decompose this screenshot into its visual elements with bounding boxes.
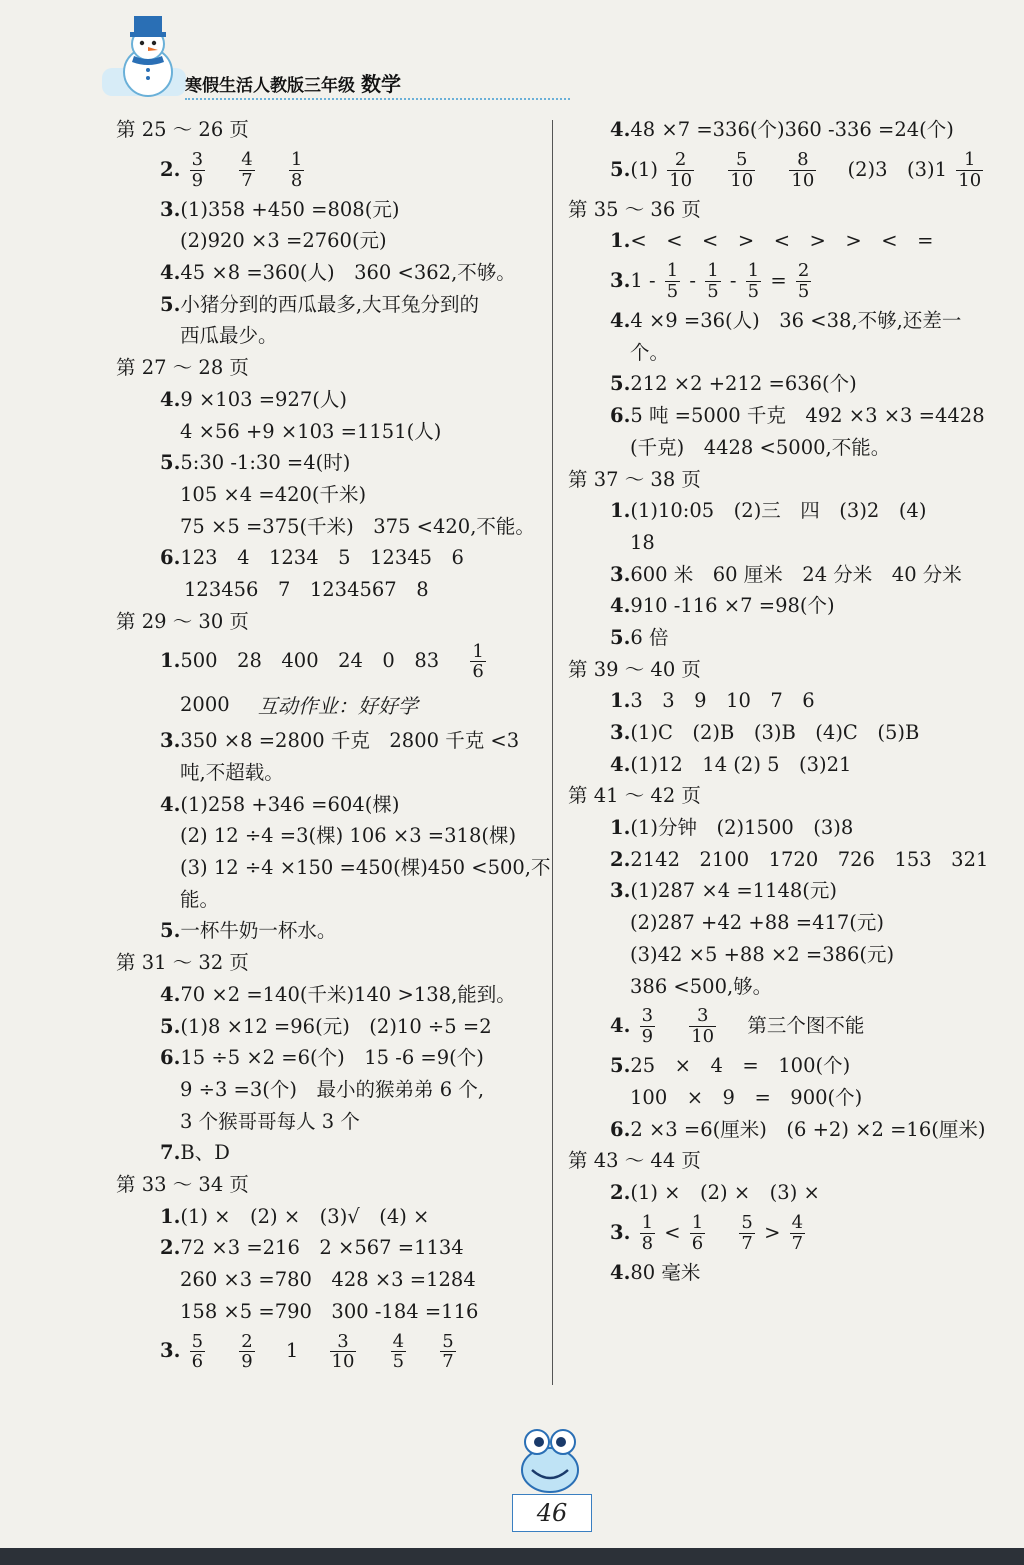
answer-line: [568, 1257, 1008, 1289]
answer-text: 第三个图不能: [747, 1014, 865, 1038]
question-number: 4.: [610, 118, 631, 141]
fraction: [470, 642, 485, 683]
answer-line: [568, 812, 1008, 844]
answer-text: (1)分钟 (2)1500 (3)8: [630, 816, 854, 840]
denominator: 7: [241, 169, 253, 191]
section-heading: 第 29 ～ 30 页: [116, 609, 249, 633]
answer-line: 123456 7 1234567 8: [184, 577, 429, 601]
answer-text: (1)12 14 (2) 5 (3)21: [630, 752, 852, 776]
answer-text: (1): [630, 157, 658, 181]
question-number: 5.: [610, 625, 631, 649]
answer-text: 80 毫米: [630, 1260, 701, 1284]
denominator: 5: [392, 1351, 405, 1373]
numerator: 5: [741, 1211, 753, 1233]
numerator: 4: [791, 1211, 804, 1233]
question-number: 3.: [610, 879, 631, 903]
answer-line: [568, 225, 1008, 257]
section-heading: 第 37 ～ 38 页: [568, 467, 701, 491]
answer-text: 1: [285, 1339, 299, 1363]
denominator: 10: [691, 1026, 715, 1048]
numerator: 3: [689, 1006, 716, 1027]
answer-line: [568, 1002, 1008, 1050]
answer-text: 500 28 400 24 0 83: [180, 649, 440, 673]
answer-line: 18: [630, 530, 655, 554]
answer-line: [116, 1137, 546, 1169]
answer-line: (2)920 ×3 =2760(元): [180, 229, 387, 253]
right-column: [568, 114, 1008, 1288]
fraction: [746, 261, 761, 302]
answer-line: 105 ×4 =420(千米): [180, 482, 367, 506]
answer-text: (1)10:05 (2)三 四 (3)2 (4): [630, 499, 927, 523]
question-number: 5.: [160, 292, 181, 316]
answer-line: [568, 685, 1008, 717]
answer-line: [116, 257, 546, 289]
handwritten-note: 互动作业：好好学: [257, 693, 418, 718]
question-number: 5.: [610, 1054, 631, 1078]
denominator: 6: [691, 1232, 704, 1254]
question-number: 4.: [610, 309, 631, 333]
answer-text: 910 -116 ×7 =98(个): [630, 594, 835, 618]
question-number: 3.: [610, 1220, 631, 1244]
numerator: 1: [666, 260, 679, 282]
question-number: 1.: [610, 499, 631, 523]
question-number: 3.: [610, 721, 631, 744]
answer-line: 158 ×5 =790 300 -184 =116: [180, 1299, 479, 1323]
denominator: 10: [669, 169, 693, 191]
answer-line: [568, 146, 1008, 194]
denominator: 5: [707, 281, 719, 303]
denominator: 6: [472, 661, 484, 683]
fraction: [665, 261, 680, 302]
question-number: 5.: [160, 1014, 181, 1038]
fraction: [190, 1332, 205, 1373]
frog-mascot-icon: [510, 1418, 590, 1498]
answer-text: 6 倍: [630, 625, 669, 649]
answer-text: (2)3 (3)1: [847, 157, 948, 181]
answer-line: [568, 368, 1008, 400]
numerator: 1: [707, 260, 719, 282]
fraction: [790, 1213, 805, 1254]
answer-line: 3 个猴哥哥每人 3 个: [180, 1109, 360, 1133]
answer-text: 48 ×7 =336(个)360 -336 =24(个): [630, 118, 954, 141]
question-number: 3.: [610, 562, 631, 586]
answer-text: 9 ×103 =927(人): [180, 387, 347, 411]
denominator: 6: [191, 1351, 204, 1373]
answer-line: [116, 1201, 546, 1233]
answer-line: [568, 1209, 1008, 1257]
fraction: [640, 1213, 655, 1254]
numerator: 2: [797, 260, 810, 282]
fraction: [391, 1332, 406, 1373]
numerator: 3: [641, 1005, 654, 1027]
question-number: 4.: [160, 261, 181, 285]
answer-line: 4 ×56 +9 ×103 =1151(人): [180, 419, 442, 443]
answer-line: [116, 447, 546, 479]
fraction: [739, 1213, 754, 1254]
answer-line: 西瓜最少。: [180, 324, 278, 348]
answer-line: [116, 146, 546, 194]
fraction: [690, 1213, 705, 1254]
fraction: [640, 1006, 655, 1047]
question-number: 3.: [160, 197, 181, 221]
answer-line: 9 ÷3 =3(个) 最小的猴弟弟 6 个,: [180, 1077, 485, 1101]
section-heading: 第 33 ～ 34 页: [116, 1172, 249, 1196]
answer-text: 2142 2100 1720 726 153 321: [630, 847, 989, 871]
section-heading: 第 35 ～ 36 页: [568, 197, 701, 221]
answer-line: [568, 559, 1008, 591]
answer-text: 70 ×2 =140(千米)140 >138,能到。: [180, 982, 516, 1006]
numerator: 1: [747, 260, 760, 282]
numerator: 5: [442, 1330, 454, 1352]
answer-text: >: [764, 1220, 781, 1244]
numerator: 1: [956, 150, 983, 171]
answer-line: [116, 789, 546, 821]
question-number: 3.: [610, 269, 631, 293]
question-number: 4.: [610, 594, 631, 618]
question-number: 2.: [610, 847, 631, 871]
answer-line: [568, 844, 1008, 876]
question-number: 6.: [160, 546, 181, 570]
subject-label: 数学: [361, 72, 401, 96]
answer-text: 一杯牛奶一杯水。: [180, 919, 337, 943]
bottom-band: [0, 1548, 1024, 1565]
question-number: 4.: [160, 792, 181, 816]
numerator: 3: [191, 148, 204, 170]
answer-text: 45 ×8 =360(人) 360 <362,不够。: [180, 261, 516, 285]
answer-line: (3) 12 ÷4 ×150 =450(棵)450 <500,不: [180, 856, 551, 880]
answer-line: [568, 1177, 1008, 1209]
answer-text: (1)8 ×12 =96(元) (2)10 ÷5 =2: [180, 1014, 492, 1038]
question-number: 7.: [160, 1141, 181, 1165]
answer-text: 4 ×9 =36(人) 36 <38,不够,还差一: [630, 309, 962, 333]
fraction: [956, 150, 983, 191]
answer-text: 123 4 1234 5 12345 6: [180, 546, 464, 570]
question-number: 6.: [610, 1117, 631, 1141]
answer-line: [116, 725, 546, 757]
denominator: 10: [331, 1351, 355, 1373]
fraction: [190, 150, 205, 191]
question-number: 2.: [610, 1180, 631, 1204]
question-number: 2.: [160, 1236, 181, 1260]
denominator: 8: [641, 1232, 654, 1254]
numerator: 2: [667, 150, 694, 171]
question-number: 4.: [610, 752, 631, 776]
answer-line: (千克) 4428 <5000,不能。: [630, 435, 891, 459]
question-number: 1.: [610, 816, 631, 840]
answer-line: [568, 1114, 1008, 1146]
fraction: [440, 1332, 455, 1373]
answer-line: [116, 1042, 546, 1074]
question-number: 5.: [160, 919, 181, 943]
answer-line: [116, 685, 546, 725]
numerator: 4: [241, 148, 253, 170]
question-number: 3.: [160, 1339, 181, 1363]
answer-text: 600 米 60 厘米 24 分米 40 分米: [630, 562, 962, 586]
answer-text: 350 ×8 =2800 千克 2800 千克 <3: [180, 729, 520, 753]
numerator: 1: [691, 1211, 704, 1233]
answer-line: [116, 194, 546, 226]
answer-line: [116, 637, 546, 685]
answer-line: [568, 875, 1008, 907]
answer-text: (1)358 +450 =808(元): [180, 197, 400, 221]
fraction: [789, 150, 816, 191]
answer-line: [568, 257, 1008, 305]
answer-text: 1 -: [630, 269, 656, 293]
question-number: 5.: [610, 372, 631, 396]
answer-text: (1)258 +346 =604(棵): [180, 792, 400, 816]
question-number: 4.: [160, 387, 181, 411]
question-number: 1.: [610, 689, 631, 713]
answer-line: [568, 114, 1008, 146]
answer-line: [568, 717, 1008, 749]
answer-text: B、D: [180, 1141, 230, 1165]
answer-text: <: [664, 1220, 681, 1244]
answer-text: 25 × 4 = 100(个): [630, 1054, 851, 1078]
answer-text: (1) × (2) × (3) ×: [630, 1180, 820, 1204]
answer-text: 15 ÷5 ×2 =6(个) 15 -6 =9(个): [180, 1046, 484, 1070]
answer-line: (3)42 ×5 +88 ×2 =386(元): [630, 942, 895, 966]
numerator: 5: [728, 150, 755, 171]
answer-text: -: [689, 269, 697, 293]
answer-text: 5:30 -1:30 =4(时): [180, 451, 351, 475]
question-number: 1.: [160, 649, 181, 673]
answer-line: 75 ×5 =375(千米) 375 <420,不能。: [180, 514, 535, 538]
answer-line: 386 <500,够。: [630, 974, 773, 998]
answer-line: [568, 1050, 1008, 1082]
answer-text: 212 ×2 +212 =636(个): [630, 372, 857, 396]
answer-line: 100 × 9 = 900(个): [630, 1085, 863, 1109]
denominator: 5: [666, 281, 679, 303]
fraction: [289, 150, 304, 191]
question-number: 4.: [610, 1014, 631, 1038]
denominator: 5: [797, 281, 810, 303]
left-column: [116, 114, 551, 1375]
denominator: 10: [958, 169, 982, 191]
numerator: 5: [191, 1330, 204, 1352]
numerator: 8: [789, 150, 816, 171]
numerator: 4: [392, 1330, 405, 1352]
fraction: [728, 150, 755, 191]
answer-line: [568, 495, 1008, 527]
fraction: [239, 1332, 254, 1373]
page-header: [100, 10, 480, 100]
answer-text: (1) × (2) × (3)√ (4) ×: [180, 1204, 430, 1228]
answer-line: [116, 979, 546, 1011]
answer-line: [116, 915, 546, 947]
fraction: [689, 1006, 716, 1047]
fraction: [705, 261, 720, 302]
question-number: 5.: [610, 157, 631, 181]
numerator: 3: [330, 1332, 357, 1353]
book-title: [185, 68, 401, 97]
header-divider: [185, 98, 570, 100]
numerator: 1: [472, 640, 484, 662]
question-number: 1.: [160, 1204, 181, 1228]
question-number: 4.: [610, 1260, 631, 1284]
fraction: [239, 150, 254, 191]
fraction: [667, 150, 694, 191]
denominator: 9: [241, 1351, 253, 1373]
answer-text: < < < > < > > < =: [630, 229, 934, 253]
answer-text: 3 3 9 10 7 6: [630, 689, 815, 713]
answer-line: (2) 12 ÷4 =3(棵) 106 ×3 =318(棵): [180, 824, 517, 848]
section-heading: 第 39 ～ 40 页: [568, 657, 701, 681]
question-number: 6.: [160, 1046, 181, 1070]
numerator: 1: [641, 1211, 654, 1233]
section-heading: 第 27 ～ 28 页: [116, 356, 249, 380]
denominator: 7: [442, 1351, 454, 1373]
answer-line: 吨,不超载。: [180, 761, 284, 784]
denominator: 7: [791, 1232, 804, 1254]
answer-line: [568, 590, 1008, 622]
section-heading: 第 43 ～ 44 页: [568, 1149, 701, 1173]
answer-text: 72 ×3 =216 2 ×567 =1134: [180, 1236, 464, 1260]
answer-line: [116, 384, 546, 416]
snowman-icon: [100, 10, 190, 98]
question-number: 3.: [160, 729, 181, 753]
page-number: 46: [512, 1494, 592, 1532]
answer-line: (2)287 +42 +88 =417(元): [630, 911, 885, 935]
answer-text: 5 吨 =5000 千克 492 ×3 ×3 =4428: [630, 404, 985, 428]
answer-line: [116, 289, 546, 321]
answer-line: [116, 1011, 546, 1043]
answer-line: [568, 749, 1008, 781]
answer-line: [116, 542, 546, 574]
answer-line: [116, 1232, 546, 1264]
book-title-text: 寒假生活人教版三年级: [185, 76, 355, 96]
numerator: 1: [290, 148, 303, 170]
answer-line: 260 ×3 =780 428 ×3 =1284: [180, 1268, 476, 1291]
denominator: 9: [641, 1026, 654, 1048]
answer-line: [568, 622, 1008, 654]
denominator: 7: [741, 1232, 753, 1254]
answer-line: 能。: [180, 887, 220, 911]
question-number: 5.: [160, 451, 181, 475]
question-number: 1.: [610, 229, 631, 253]
answer-line: 个。: [630, 340, 670, 364]
answer-text: 2 ×3 =6(厘米) (6 +2) ×2 =16(厘米): [630, 1117, 986, 1141]
section-heading: 第 25 ～ 26 页: [116, 118, 249, 141]
denominator: 5: [747, 281, 760, 303]
answer-line: [568, 400, 1008, 432]
denominator: 8: [290, 169, 303, 191]
question-number: 4.: [160, 982, 181, 1006]
answer-text: (1)287 ×4 =1148(元): [630, 879, 838, 903]
numerator: 2: [241, 1330, 253, 1352]
answer-text: =: [770, 269, 787, 293]
question-number: 6.: [610, 404, 631, 428]
answer-line: [568, 305, 1008, 337]
answer-text: -: [729, 269, 737, 293]
denominator: 10: [791, 169, 815, 191]
column-divider: [552, 120, 553, 1385]
fraction: [330, 1332, 357, 1373]
question-number: 2.: [160, 157, 181, 181]
answer-text: 2000: [180, 693, 230, 717]
section-heading: 第 31 ～ 32 页: [116, 951, 249, 975]
denominator: 9: [191, 169, 204, 191]
fraction: [796, 261, 811, 302]
answer-line: [116, 1327, 546, 1375]
section-heading: 第 41 ～ 42 页: [568, 784, 701, 808]
denominator: 10: [730, 169, 754, 191]
answer-text: 小猪分到的西瓜最多,大耳兔分到的: [180, 292, 480, 316]
answer-text: (1)C (2)B (3)B (4)C (5)B: [630, 721, 920, 744]
